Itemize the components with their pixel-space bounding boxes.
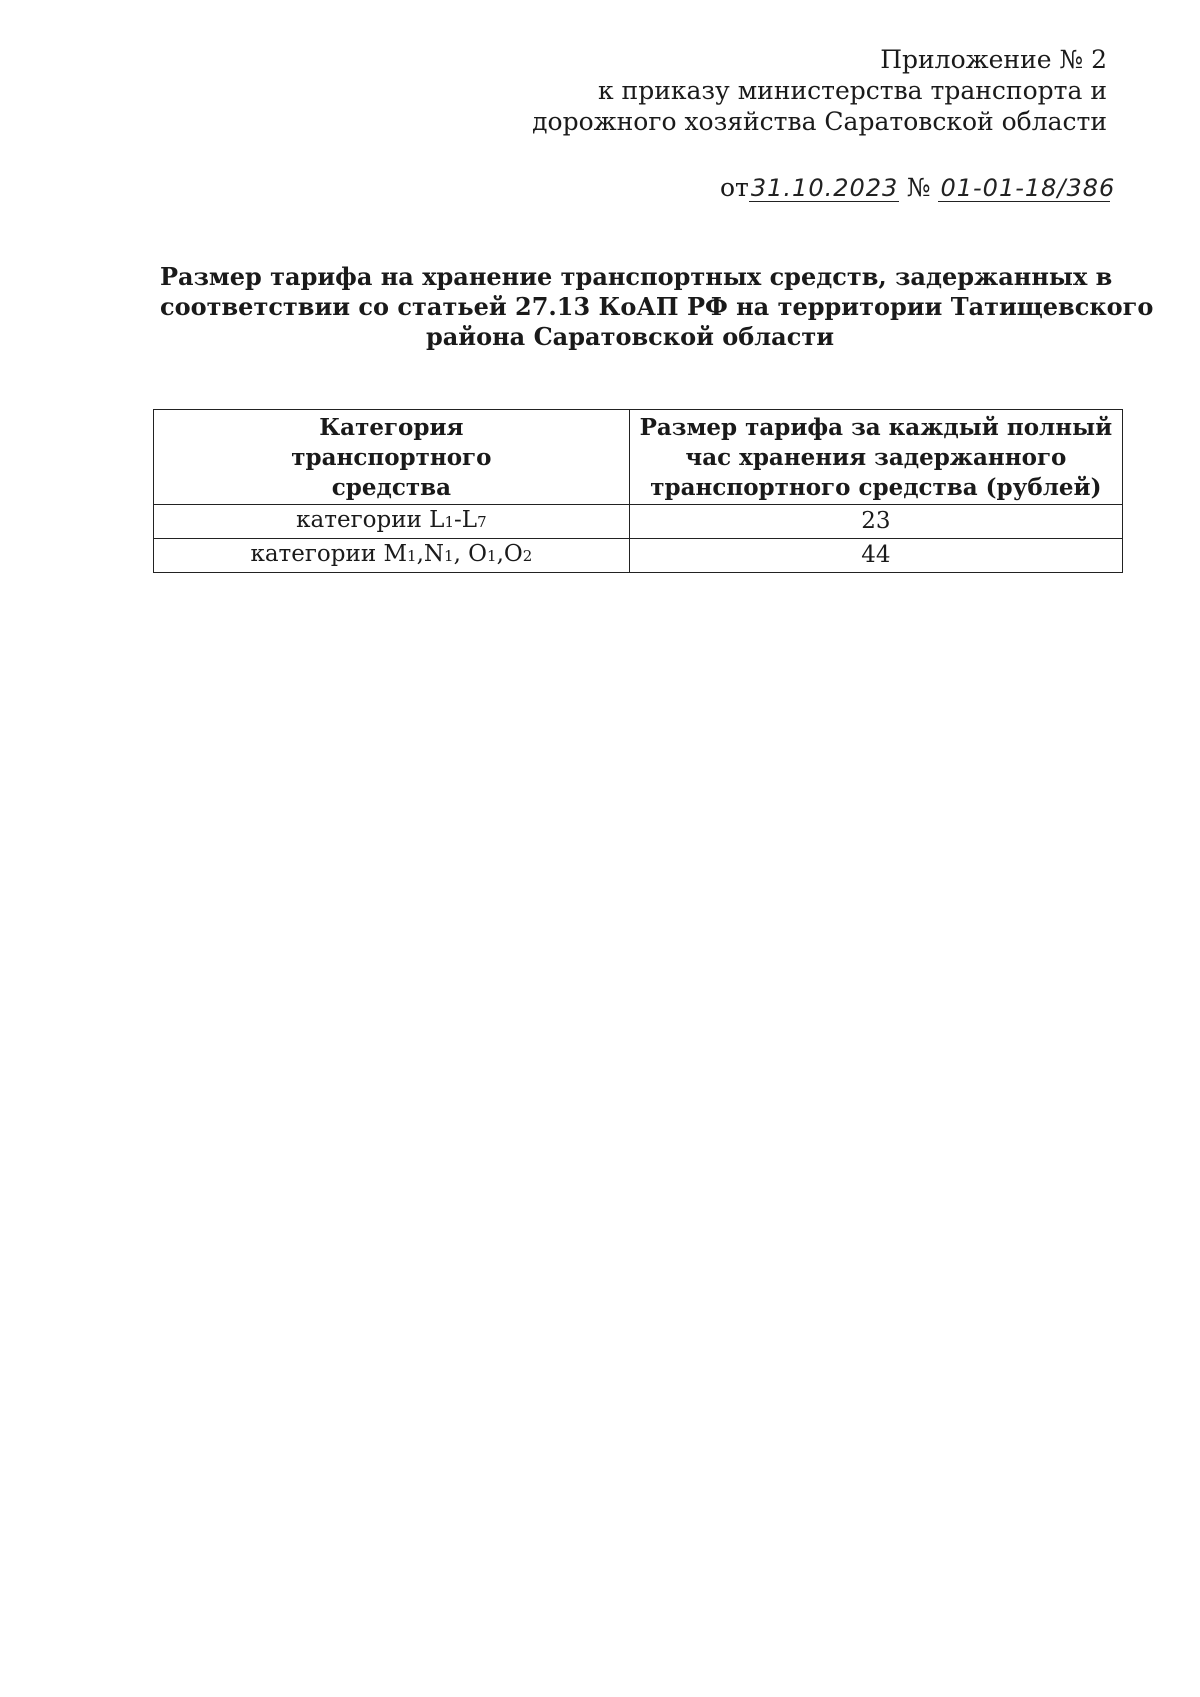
appendix-block: [532, 44, 1107, 137]
date-prefix: от: [720, 173, 749, 202]
category-cell: категории M1,N1, O1,O2: [154, 539, 630, 573]
table-header-row: [154, 410, 1123, 505]
header-line: средства: [331, 473, 451, 501]
header-line: Размер тарифа за каждый полный: [639, 413, 1113, 441]
tariff-cell: 23: [629, 505, 1122, 539]
category-cell: категории L1-L7: [154, 505, 630, 539]
header-line: транспортного: [291, 443, 492, 471]
header-line: транспортного средства (рублей): [650, 473, 1102, 501]
handwritten-number: 01-01-18/386: [940, 174, 1116, 202]
tariff-table: [153, 409, 1123, 573]
handwritten-date: 31.10.2023: [750, 174, 899, 202]
title-line: Размер тарифа на хранение транспортных средств, задержанных в: [160, 262, 1113, 291]
title-line: района Саратовской области: [425, 322, 835, 351]
appendix-line: Приложение № 2: [880, 45, 1107, 74]
table-row: [154, 505, 1123, 539]
number-prefix: №: [906, 173, 931, 202]
header-line: Категория: [319, 413, 464, 441]
table-row: [154, 539, 1123, 573]
order-reference: [720, 172, 1116, 203]
header-tariff: [629, 410, 1122, 505]
appendix-line: к приказу министерства транспорта и: [597, 76, 1107, 105]
header-line: час хранения задержанного: [685, 443, 1067, 471]
title-line: соответствии со статьей 27.13 КоАП РФ на территории Татищевского: [160, 292, 1154, 321]
header-category: [154, 410, 630, 505]
appendix-line: дорожного хозяйства Саратовской области: [532, 107, 1107, 136]
tariff-cell: 44: [629, 539, 1122, 573]
document-title: [160, 262, 1154, 352]
